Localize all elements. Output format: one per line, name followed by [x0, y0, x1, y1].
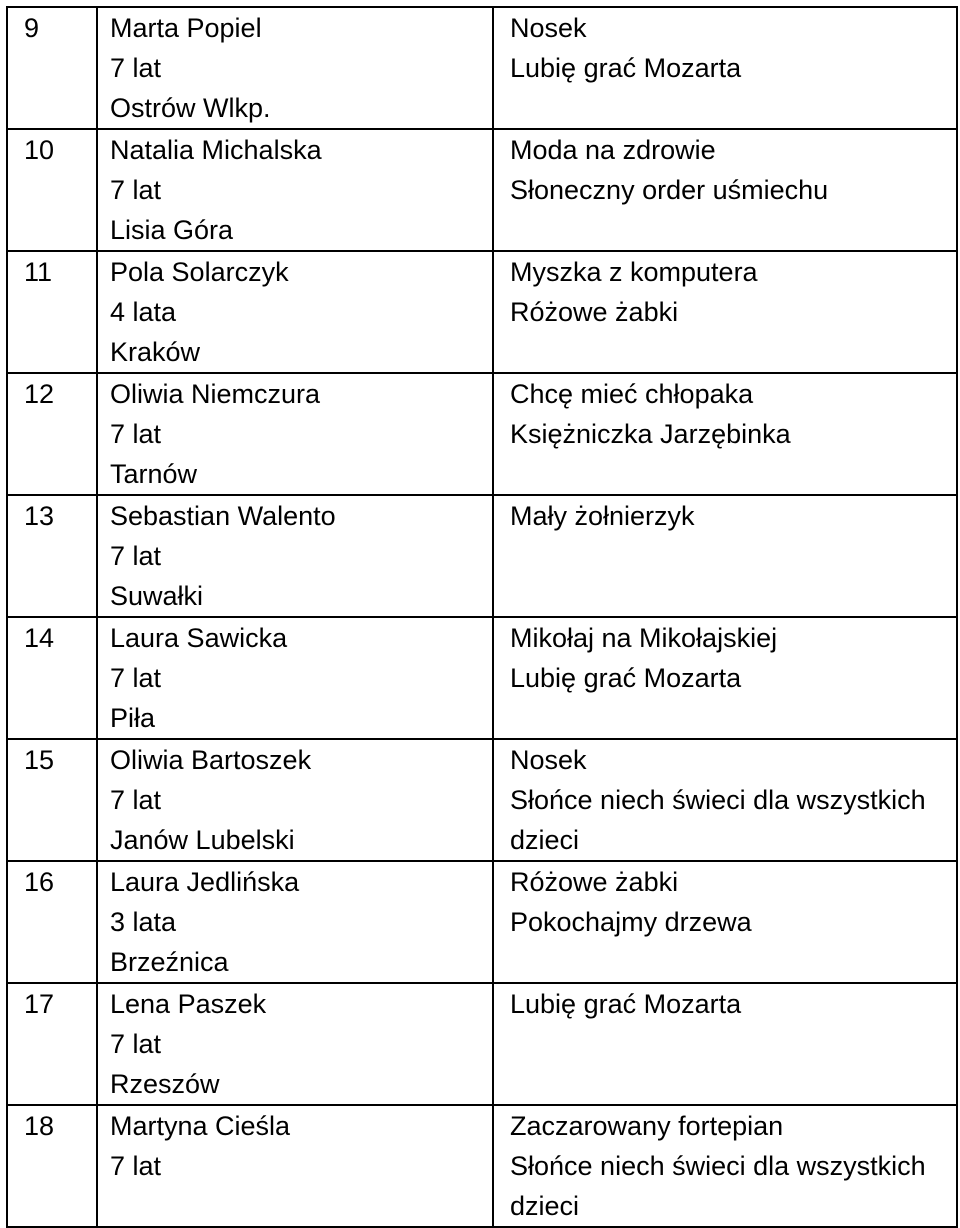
row-number: 12 — [7, 373, 97, 495]
row-number: 9 — [7, 7, 97, 129]
song-title: Lubię grać Mozarta — [510, 989, 742, 1019]
row-number: 13 — [7, 495, 97, 617]
song-list — [493, 617, 957, 739]
child-age: 3 lata — [110, 907, 177, 937]
table-row — [7, 7, 957, 129]
child-age: 7 lat — [110, 175, 162, 205]
row-number: 15 — [7, 739, 97, 861]
song-title: Różowe żabki — [510, 867, 679, 897]
child-info — [97, 861, 493, 983]
table-row — [7, 739, 957, 861]
song-list — [493, 129, 957, 251]
song-title: Moda na zdrowie — [510, 135, 716, 165]
child-age: 7 lat — [110, 785, 162, 815]
child-name: Laura Jedlińska — [110, 867, 300, 897]
child-info — [97, 617, 493, 739]
song-title: Chcę mieć chłopaka — [510, 379, 754, 409]
song-title-continuation: dzieci — [510, 825, 580, 855]
song-list — [493, 495, 957, 617]
child-name: Lena Paszek — [110, 989, 267, 1019]
song-title: Lubię grać Mozarta — [510, 53, 742, 83]
song-title: Nosek — [510, 13, 587, 43]
child-city: Tarnów — [110, 459, 198, 489]
child-name: Oliwia Niemczura — [110, 379, 321, 409]
child-name: Sebastian Walento — [110, 501, 336, 531]
row-number: 16 — [7, 861, 97, 983]
child-age: 7 lat — [110, 1029, 162, 1059]
song-title: Słońce niech świeci dla wszystkich — [510, 785, 926, 815]
song-title: Zaczarowany fortepian — [510, 1111, 784, 1141]
child-name: Laura Sawicka — [110, 623, 288, 653]
song-title: Mikołaj na Mikołajskiej — [510, 623, 778, 653]
child-city: Kraków — [110, 337, 201, 367]
child-info — [97, 739, 493, 861]
child-name: Natalia Michalska — [110, 135, 322, 165]
child-age: 7 lat — [110, 419, 162, 449]
table-row — [7, 617, 957, 739]
child-age: 7 lat — [110, 53, 162, 83]
child-city: Brzeźnica — [110, 947, 229, 977]
table-row — [7, 251, 957, 373]
child-age: 7 lat — [110, 541, 162, 571]
child-info — [97, 373, 493, 495]
child-name: Marta Popiel — [110, 13, 262, 43]
child-age: 7 lat — [110, 1151, 162, 1181]
child-info — [97, 983, 493, 1105]
song-list — [493, 739, 957, 861]
song-title: Myszka z komputera — [510, 257, 758, 287]
child-info — [97, 251, 493, 373]
child-city: Lisia Góra — [110, 215, 234, 245]
child-city: Ostrów Wlkp. — [110, 93, 271, 123]
child-age: 7 lat — [110, 663, 162, 693]
child-info — [97, 7, 493, 129]
row-number: 18 — [7, 1105, 97, 1227]
child-city: Suwałki — [110, 581, 204, 611]
song-list — [493, 861, 957, 983]
song-title: Słoneczny order uśmiechu — [510, 175, 829, 205]
song-list — [493, 373, 957, 495]
song-title: Mały żołnierzyk — [510, 501, 695, 531]
row-number: 14 — [7, 617, 97, 739]
song-list — [493, 251, 957, 373]
row-number: 11 — [7, 251, 97, 373]
song-list — [493, 983, 957, 1105]
child-info — [97, 495, 493, 617]
child-age: 4 lata — [110, 297, 177, 327]
table-row — [7, 983, 957, 1105]
child-city: Piła — [110, 703, 156, 733]
song-title: Różowe żabki — [510, 297, 679, 327]
child-name: Oliwia Bartoszek — [110, 745, 312, 775]
child-city: Rzeszów — [110, 1069, 220, 1099]
row-number: 10 — [7, 129, 97, 251]
song-title: Nosek — [510, 745, 587, 775]
song-list — [493, 7, 957, 129]
song-title: Księżniczka Jarzębinka — [510, 419, 791, 449]
child-info — [97, 129, 493, 251]
table-row — [7, 373, 957, 495]
participants-table — [6, 6, 958, 1228]
child-name: Martyna Cieśla — [110, 1111, 291, 1141]
song-title: Pokochajmy drzewa — [510, 907, 752, 937]
child-name: Pola Solarczyk — [110, 257, 289, 287]
song-title: Słońce niech świeci dla wszystkich — [510, 1151, 926, 1181]
table-row — [7, 129, 957, 251]
row-number: 17 — [7, 983, 97, 1105]
table-row — [7, 861, 957, 983]
table-row — [7, 495, 957, 617]
song-title: Lubię grać Mozarta — [510, 663, 742, 693]
song-title-continuation: dzieci — [510, 1191, 580, 1221]
child-city: Janów Lubelski — [110, 825, 295, 855]
participants-table-body — [7, 7, 957, 1227]
